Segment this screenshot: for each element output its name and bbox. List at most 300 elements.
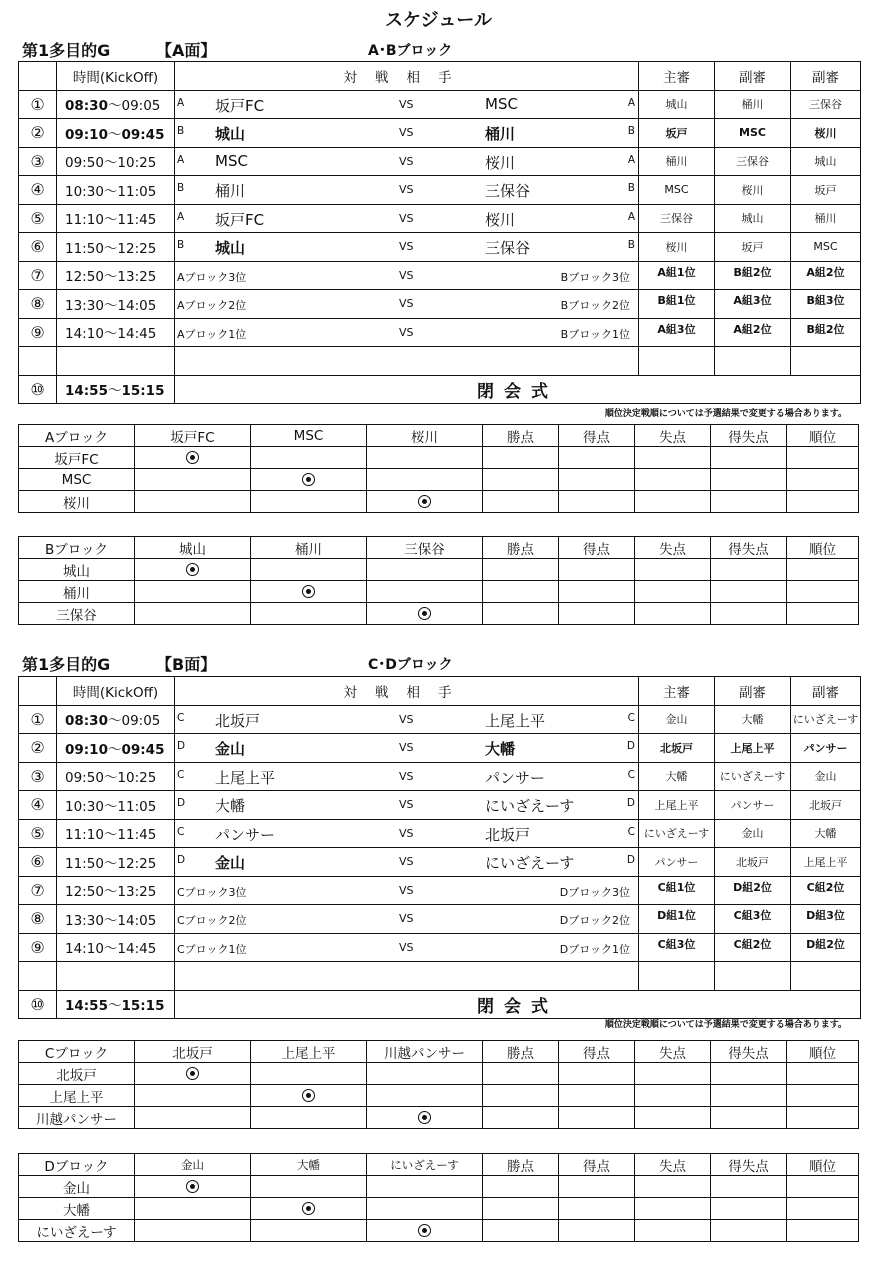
result-cell bbox=[135, 1198, 251, 1220]
header-sub-ref-1: 副審 bbox=[715, 62, 791, 91]
match-time: 12:50～13:25 bbox=[57, 876, 175, 905]
sub-referee-1: 城山 bbox=[715, 204, 791, 233]
empty-cell bbox=[57, 962, 175, 991]
left-group: A bbox=[177, 96, 185, 109]
sub-referee-2: 桶川 bbox=[791, 204, 861, 233]
vs-label: VS bbox=[399, 297, 414, 310]
match-time: 10:30～11:05 bbox=[57, 791, 175, 820]
header-goal-diff: 得失点 bbox=[711, 537, 787, 559]
team-2: 桶川 bbox=[485, 125, 516, 143]
main-referee: 城山 bbox=[639, 90, 715, 119]
kickoff-time: 09:50 bbox=[65, 770, 104, 787]
header-points: 勝点 bbox=[483, 537, 559, 559]
match-opponents bbox=[175, 876, 639, 905]
placement-row bbox=[19, 290, 861, 319]
header-main-ref: 主審 bbox=[639, 62, 715, 91]
stat-cell bbox=[635, 559, 711, 581]
left-group: C bbox=[177, 711, 185, 724]
sub-referee-2: D組3位 bbox=[791, 905, 861, 934]
end-time: 14:45 bbox=[117, 941, 157, 958]
kickoff-time: 11:10 bbox=[65, 212, 104, 229]
row-team: 上尾上平 bbox=[19, 1085, 135, 1107]
self-cell bbox=[251, 1085, 367, 1107]
main-referee: 桶川 bbox=[639, 147, 715, 176]
match-time: 12:50～13:25 bbox=[57, 261, 175, 290]
standings-row bbox=[19, 581, 859, 603]
stat-cell bbox=[711, 581, 787, 603]
match-number: ⑤ bbox=[19, 819, 57, 848]
team-2: パンサー bbox=[485, 768, 546, 787]
standings-row bbox=[19, 603, 859, 625]
schedule-header-row bbox=[19, 62, 861, 91]
result-cell bbox=[251, 1107, 367, 1129]
result-cell bbox=[251, 491, 367, 513]
match-opponents bbox=[175, 204, 639, 233]
block-name: Bブロック bbox=[19, 537, 135, 559]
stat-cell bbox=[635, 1107, 711, 1129]
result-cell bbox=[135, 603, 251, 625]
placement-left: Aブロック2位 bbox=[177, 299, 247, 312]
sub-referee-1: 坂戸 bbox=[715, 233, 791, 262]
team-2: 北坂戸 bbox=[485, 825, 531, 844]
row-team: にいざえーす bbox=[19, 1220, 135, 1242]
standings-row bbox=[19, 469, 859, 491]
right-group: C bbox=[627, 711, 635, 724]
sub-referee-1: 大幡 bbox=[715, 705, 791, 734]
result-cell bbox=[367, 1063, 483, 1085]
kickoff-time: 14:55 bbox=[65, 383, 108, 400]
kickoff-time: 12:50 bbox=[65, 884, 104, 901]
header-team: にいざえーす bbox=[367, 1154, 483, 1176]
team-1: 桶川 bbox=[215, 182, 246, 200]
stat-cell bbox=[711, 1107, 787, 1129]
main-referee: 北坂戸 bbox=[639, 734, 715, 763]
end-time: 09:45 bbox=[121, 741, 165, 758]
row-team: 桶川 bbox=[19, 581, 135, 603]
result-cell bbox=[135, 1220, 251, 1242]
row-team: 城山 bbox=[19, 559, 135, 581]
end-time: 09:05 bbox=[121, 98, 161, 115]
sub-referee-1: 桜川 bbox=[715, 176, 791, 205]
empty-cell bbox=[791, 347, 861, 376]
result-cell bbox=[367, 1198, 483, 1220]
stat-cell bbox=[483, 1107, 559, 1129]
block-names: C･Dブロック bbox=[368, 657, 453, 673]
stat-cell bbox=[635, 603, 711, 625]
match-opponents bbox=[175, 762, 639, 791]
vs-label: VS bbox=[399, 712, 414, 726]
self-cell bbox=[367, 1220, 483, 1242]
match-opponents bbox=[175, 176, 639, 205]
match-time: 14:55～15:15 bbox=[57, 375, 175, 404]
left-group: A bbox=[177, 210, 185, 223]
vs-label: VS bbox=[399, 97, 414, 111]
end-time: 10:25 bbox=[117, 155, 157, 172]
main-referee: にいざえーす bbox=[639, 819, 715, 848]
header-goals-for: 得点 bbox=[559, 425, 635, 447]
result-cell bbox=[251, 1063, 367, 1085]
end-time: 12:25 bbox=[117, 240, 157, 257]
match-opponents bbox=[175, 318, 639, 347]
row-team: 金山 bbox=[19, 1176, 135, 1198]
header-num-cell bbox=[19, 62, 57, 91]
sub-referee-2: 城山 bbox=[791, 147, 861, 176]
stat-cell bbox=[711, 447, 787, 469]
header-sub-ref-2: 副審 bbox=[791, 62, 861, 91]
soccer-ball-icon bbox=[418, 607, 431, 620]
sub-referee-2: にいざえーす bbox=[791, 705, 861, 734]
standings-row bbox=[19, 1063, 859, 1085]
sub-referee-1: A組2位 bbox=[715, 318, 791, 347]
schedule-table-b bbox=[18, 676, 861, 1019]
stat-cell bbox=[483, 1085, 559, 1107]
stat-cell bbox=[635, 581, 711, 603]
vs-label: VS bbox=[399, 325, 414, 339]
placement-right: Dブロック2位 bbox=[559, 914, 630, 927]
block-name: Cブロック bbox=[19, 1041, 135, 1063]
end-time: 10:25 bbox=[117, 770, 157, 787]
header-goals-for: 得点 bbox=[559, 1041, 635, 1063]
soccer-ball-icon bbox=[302, 1202, 315, 1215]
placement-left: Cブロック2位 bbox=[177, 914, 247, 927]
sub-referee-1: B組2位 bbox=[715, 261, 791, 290]
sub-referee-2: 三保谷 bbox=[791, 90, 861, 119]
field-face: 【A面】 bbox=[156, 41, 217, 60]
empty-cell bbox=[715, 962, 791, 991]
schedule-note: 順位決定戦順については予選結果で変更する場合あります。 bbox=[604, 409, 847, 419]
result-cell bbox=[367, 559, 483, 581]
end-time: 11:45 bbox=[117, 212, 157, 229]
placement-right: Bブロック2位 bbox=[560, 299, 630, 312]
result-cell bbox=[135, 1107, 251, 1129]
sub-referee-2: MSC bbox=[791, 233, 861, 262]
team-2: にいざえーす bbox=[485, 854, 575, 872]
sub-referee-1: D組2位 bbox=[715, 876, 791, 905]
result-cell bbox=[135, 491, 251, 513]
soccer-ball-icon bbox=[186, 1067, 199, 1080]
soccer-ball-icon bbox=[302, 473, 315, 486]
vs-label: VS bbox=[399, 211, 414, 225]
result-cell bbox=[367, 447, 483, 469]
stat-cell bbox=[559, 469, 635, 491]
main-referee: C組3位 bbox=[639, 933, 715, 962]
standings-row bbox=[19, 491, 859, 513]
left-group: B bbox=[177, 182, 185, 194]
header-goals-against: 失点 bbox=[635, 1041, 711, 1063]
end-time: 13:25 bbox=[117, 269, 157, 286]
stat-cell bbox=[787, 603, 859, 625]
header-time: 時間(KickOff) bbox=[57, 62, 175, 91]
header-rank: 順位 bbox=[787, 425, 859, 447]
result-cell bbox=[135, 469, 251, 491]
kickoff-time: 08:30 bbox=[65, 98, 108, 115]
match-number: ② bbox=[19, 734, 57, 763]
sub-referee-1: 三保谷 bbox=[715, 147, 791, 176]
stat-cell bbox=[787, 469, 859, 491]
match-row bbox=[19, 705, 861, 734]
match-time: 09:10～09:45 bbox=[57, 734, 175, 763]
team-1: 金山 bbox=[215, 740, 246, 758]
match-opponents bbox=[175, 119, 639, 148]
kickoff-time: 08:30 bbox=[65, 713, 108, 730]
match-time: 08:30～09:05 bbox=[57, 90, 175, 119]
sub-referee-2: B組3位 bbox=[791, 290, 861, 319]
sub-referee-1: 桶川 bbox=[715, 90, 791, 119]
result-cell bbox=[251, 603, 367, 625]
right-group: C bbox=[627, 768, 635, 781]
kickoff-time: 13:30 bbox=[65, 912, 104, 929]
stat-cell bbox=[711, 491, 787, 513]
stat-cell bbox=[559, 1198, 635, 1220]
team-1: 坂戸FC bbox=[215, 96, 265, 115]
stat-cell bbox=[483, 603, 559, 625]
team-2: 三保谷 bbox=[485, 239, 531, 257]
kickoff-time: 13:30 bbox=[65, 297, 104, 314]
end-time: 09:45 bbox=[121, 126, 165, 143]
sub-referee-2: 大幡 bbox=[791, 819, 861, 848]
header-goals-against: 失点 bbox=[635, 1154, 711, 1176]
sub-referee-1: パンサー bbox=[715, 791, 791, 820]
placement-row bbox=[19, 876, 861, 905]
stat-cell bbox=[711, 1176, 787, 1198]
stat-cell bbox=[559, 1107, 635, 1129]
result-cell bbox=[135, 1085, 251, 1107]
match-row bbox=[19, 848, 861, 877]
soccer-ball-icon bbox=[302, 1089, 315, 1102]
stat-cell bbox=[483, 1176, 559, 1198]
match-number: ② bbox=[19, 119, 57, 148]
header-points: 勝点 bbox=[483, 1041, 559, 1063]
right-group: D bbox=[626, 854, 635, 866]
match-number: ③ bbox=[19, 762, 57, 791]
match-opponents bbox=[175, 290, 639, 319]
end-time: 15:15 bbox=[121, 383, 165, 400]
match-opponents bbox=[175, 147, 639, 176]
match-time: 14:10～14:45 bbox=[57, 933, 175, 962]
header-team: 三保谷 bbox=[367, 537, 483, 559]
stat-cell bbox=[559, 1063, 635, 1085]
stat-cell bbox=[483, 581, 559, 603]
sub-referee-1: にいざえーす bbox=[715, 762, 791, 791]
row-team: 川越パンサー bbox=[19, 1107, 135, 1129]
placement-left: Cブロック3位 bbox=[177, 885, 247, 899]
kickoff-time: 11:50 bbox=[65, 855, 104, 872]
kickoff-time: 11:10 bbox=[65, 827, 104, 844]
header-goals-for: 得点 bbox=[559, 537, 635, 559]
stat-cell bbox=[559, 1220, 635, 1242]
stat-cell bbox=[787, 447, 859, 469]
row-team: 北坂戸 bbox=[19, 1063, 135, 1085]
field-b-heading bbox=[20, 652, 860, 674]
left-group: B bbox=[177, 125, 185, 137]
standings-row bbox=[19, 1198, 859, 1220]
match-opponents bbox=[175, 261, 639, 290]
team-1: 城山 bbox=[215, 239, 246, 257]
match-row bbox=[19, 233, 861, 262]
match-number: ⑥ bbox=[19, 233, 57, 262]
vs-label: VS bbox=[399, 154, 414, 168]
sub-referee-1: MSC bbox=[715, 119, 791, 148]
left-group: D bbox=[177, 854, 186, 866]
header-main-ref: 主審 bbox=[639, 677, 715, 706]
empty-cell bbox=[19, 347, 57, 376]
header-team: MSC bbox=[251, 425, 367, 447]
sub-referee-2: 坂戸 bbox=[791, 176, 861, 205]
header-time: 時間(KickOff) bbox=[57, 677, 175, 706]
stat-cell bbox=[635, 469, 711, 491]
left-group: D bbox=[177, 740, 186, 752]
placement-left: Aブロック3位 bbox=[177, 270, 247, 284]
main-referee: C組1位 bbox=[639, 876, 715, 905]
placement-row bbox=[19, 933, 861, 962]
match-time: 09:50～10:25 bbox=[57, 147, 175, 176]
empty-cell bbox=[57, 347, 175, 376]
match-opponents bbox=[175, 819, 639, 848]
match-row bbox=[19, 204, 861, 233]
end-time: 13:25 bbox=[117, 884, 157, 901]
right-group: D bbox=[626, 740, 635, 752]
sub-referee-2: D組2位 bbox=[791, 933, 861, 962]
empty-cell bbox=[19, 962, 57, 991]
stat-cell bbox=[635, 1063, 711, 1085]
header-goal-diff: 得失点 bbox=[711, 1041, 787, 1063]
header-team: 川越パンサー bbox=[367, 1041, 483, 1063]
match-time: 13:30～14:05 bbox=[57, 290, 175, 319]
result-cell bbox=[367, 581, 483, 603]
header-goal-diff: 得失点 bbox=[711, 1154, 787, 1176]
sub-referee-1: 北坂戸 bbox=[715, 848, 791, 877]
sub-referee-2: A組2位 bbox=[791, 261, 861, 290]
match-number: ⑤ bbox=[19, 204, 57, 233]
placement-right: Dブロック3位 bbox=[559, 885, 630, 899]
match-row bbox=[19, 147, 861, 176]
stat-cell bbox=[711, 559, 787, 581]
header-team: 上尾上平 bbox=[251, 1041, 367, 1063]
right-group: B bbox=[627, 182, 635, 194]
empty-row bbox=[19, 962, 861, 991]
row-team: 三保谷 bbox=[19, 603, 135, 625]
standings-row bbox=[19, 1220, 859, 1242]
self-cell bbox=[135, 1176, 251, 1198]
vs-label: VS bbox=[399, 940, 414, 954]
self-cell bbox=[367, 603, 483, 625]
vs-label: VS bbox=[399, 741, 414, 754]
header-sub-ref-2: 副審 bbox=[791, 677, 861, 706]
match-number: ⑧ bbox=[19, 290, 57, 319]
sub-referee-2: 上尾上平 bbox=[791, 848, 861, 877]
self-cell bbox=[135, 559, 251, 581]
stat-cell bbox=[711, 603, 787, 625]
main-referee: B組1位 bbox=[639, 290, 715, 319]
stat-cell bbox=[711, 469, 787, 491]
closing-ceremony: 閉会式 bbox=[175, 375, 861, 404]
standings-row bbox=[19, 559, 859, 581]
match-row bbox=[19, 791, 861, 820]
main-referee: A組1位 bbox=[639, 261, 715, 290]
placement-row bbox=[19, 318, 861, 347]
right-group: C bbox=[627, 825, 635, 838]
right-group: B bbox=[627, 239, 635, 251]
match-number: ⑨ bbox=[19, 318, 57, 347]
stat-cell bbox=[559, 1176, 635, 1198]
vs-label: VS bbox=[399, 798, 414, 811]
empty-row bbox=[19, 347, 861, 376]
team-1: MSC bbox=[215, 151, 248, 170]
match-number: ④ bbox=[19, 791, 57, 820]
end-time: 09:05 bbox=[121, 713, 161, 730]
header-goal-diff: 得失点 bbox=[711, 425, 787, 447]
stat-cell bbox=[559, 447, 635, 469]
right-group: D bbox=[626, 797, 635, 809]
end-time: 11:05 bbox=[117, 798, 157, 815]
team-2: 上尾上平 bbox=[485, 711, 546, 730]
header-sub-ref-1: 副審 bbox=[715, 677, 791, 706]
kickoff-time: 14:10 bbox=[65, 326, 104, 343]
match-row bbox=[19, 176, 861, 205]
match-number: ⑧ bbox=[19, 905, 57, 934]
kickoff-time: 09:10 bbox=[65, 126, 108, 143]
match-opponents bbox=[175, 905, 639, 934]
vs-label: VS bbox=[399, 912, 414, 925]
match-row bbox=[19, 119, 861, 148]
stat-cell bbox=[483, 469, 559, 491]
match-opponents bbox=[175, 233, 639, 262]
row-team: 坂戸FC bbox=[19, 447, 135, 469]
kickoff-time: 14:55 bbox=[65, 998, 108, 1015]
page-title: スケジュール bbox=[385, 10, 492, 31]
team-2: にいざえーす bbox=[485, 797, 575, 815]
match-number: ⑩ bbox=[19, 990, 57, 1019]
match-row bbox=[19, 90, 861, 119]
result-cell bbox=[367, 1176, 483, 1198]
self-cell bbox=[367, 1107, 483, 1129]
sub-referee-2: パンサー bbox=[791, 734, 861, 763]
left-group: B bbox=[177, 239, 185, 251]
match-opponents bbox=[175, 933, 639, 962]
standings-table-c bbox=[18, 1040, 859, 1129]
row-team: 桜川 bbox=[19, 491, 135, 513]
placement-left: Aブロック1位 bbox=[177, 327, 247, 341]
placement-right: Dブロック1位 bbox=[559, 942, 630, 956]
stat-cell bbox=[635, 491, 711, 513]
team-1: 大幡 bbox=[215, 797, 246, 815]
stat-cell bbox=[483, 491, 559, 513]
main-referee: A組3位 bbox=[639, 318, 715, 347]
kickoff-time: 09:50 bbox=[65, 155, 104, 172]
left-group: D bbox=[177, 797, 186, 809]
stat-cell bbox=[787, 1085, 859, 1107]
self-cell bbox=[367, 491, 483, 513]
team-1: 金山 bbox=[215, 854, 246, 872]
result-cell bbox=[251, 1176, 367, 1198]
standings-header-row bbox=[19, 537, 859, 559]
sub-referee-1: A組3位 bbox=[715, 290, 791, 319]
soccer-ball-icon bbox=[418, 1111, 431, 1124]
team-1: 坂戸FC bbox=[215, 210, 265, 229]
placement-right: Bブロック3位 bbox=[560, 270, 630, 284]
block-name: Aブロック bbox=[19, 425, 135, 447]
sub-referee-2: B組2位 bbox=[791, 318, 861, 347]
closing-row bbox=[19, 375, 861, 404]
stat-cell bbox=[483, 559, 559, 581]
end-time: 11:45 bbox=[117, 827, 157, 844]
match-number: ⑩ bbox=[19, 375, 57, 404]
main-referee: 金山 bbox=[639, 705, 715, 734]
end-time: 15:15 bbox=[121, 998, 165, 1015]
end-time: 12:25 bbox=[117, 855, 157, 872]
soccer-ball-icon bbox=[186, 1180, 199, 1193]
placement-row bbox=[19, 261, 861, 290]
